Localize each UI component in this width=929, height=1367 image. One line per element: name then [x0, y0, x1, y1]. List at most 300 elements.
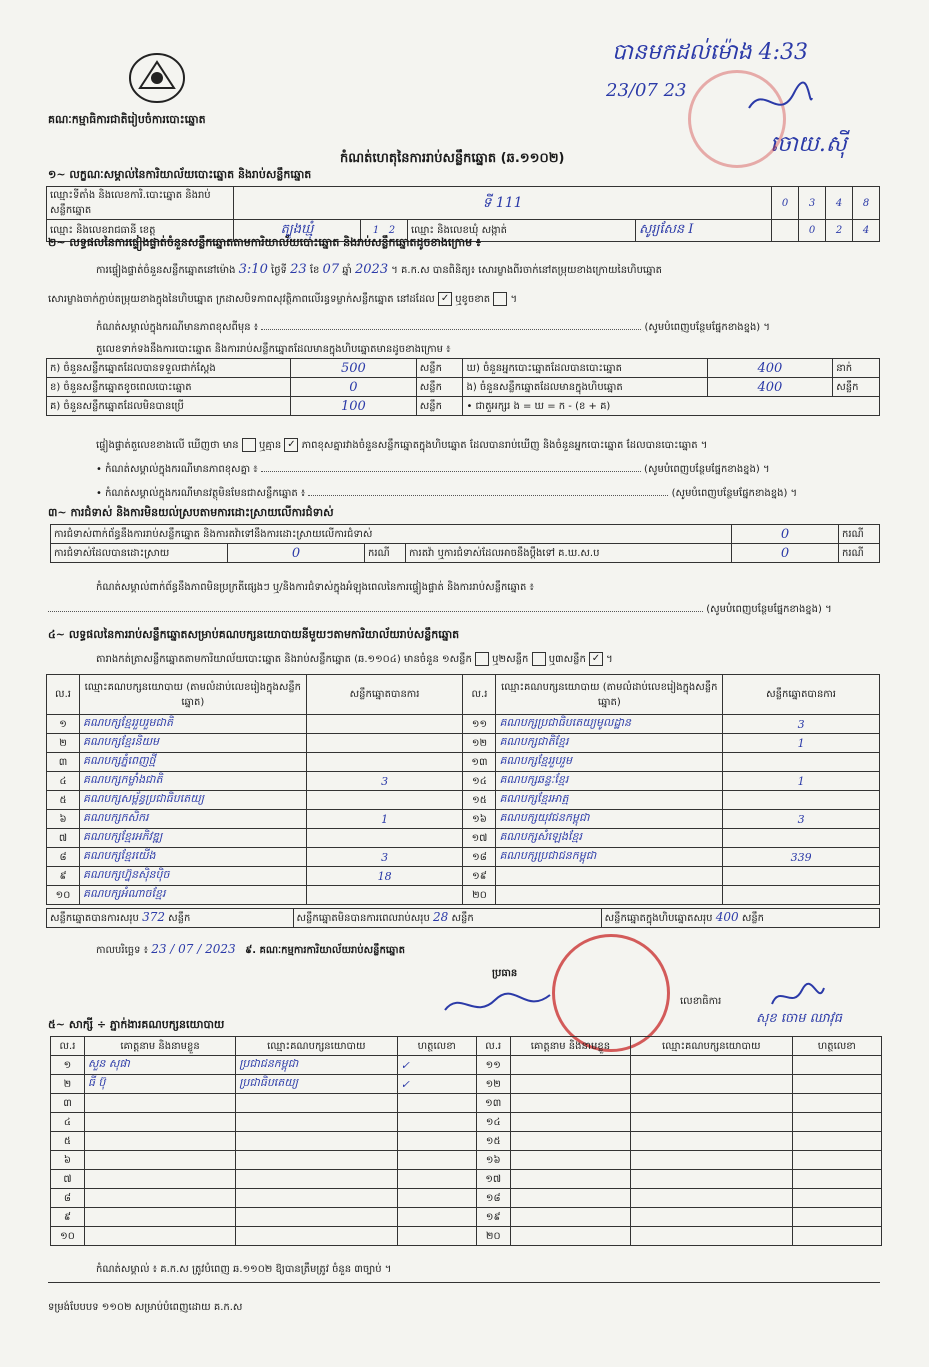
unit-label: នាក់	[833, 359, 880, 378]
province-label: ឈ្មោះ និងលេខរាជធានី ខេត្ត	[47, 220, 234, 242]
witness-name	[84, 1151, 235, 1170]
seal-text: សោរម្ខាងចាក់ភ្ជាប់តម្រុយខាងក្នុងនៃហិបឆ្នោត ក្រដាសបិទភាពសុវត្ថិភាពលើរន្ធទម្លាក់សន្លឹកឆ្នោត នៅដដែល	[48, 294, 435, 305]
witness-party: ប្រជាជនកម្ពុជា	[236, 1056, 397, 1075]
code-digit: 4	[826, 187, 853, 220]
party-name: គណបក្សខ្មែររួបរួម	[496, 753, 723, 772]
row-number: ១២	[463, 734, 496, 753]
witness-party	[236, 1132, 397, 1151]
row-number: ១៦	[463, 810, 496, 829]
bullet-foreign-label: • កំណត់សម្គាល់ក្នុងករណីមានវត្ថុមិនមែនជាសន្លឹកឆ្នោត ៖	[96, 488, 306, 499]
in-box-label: ង) ចំនួនសន្លឹកឆ្នោតដែលមានក្នុងហិបឆ្នោត	[463, 378, 707, 397]
witness-party	[631, 1189, 792, 1208]
witness-name	[84, 1170, 235, 1189]
party-name: គណបក្សហ្វ៊ុនស៊ិនប៉ិច	[79, 867, 306, 886]
witness-body	[51, 1056, 882, 1246]
total-valid-label: សន្លឹកឆ្នោតបានការសរុប	[50, 913, 139, 924]
irregularity-note: កំណត់សម្គាល់ពាក់ព័ន្ធនឹងភាពមិនប្រក្រតីផ្សេងៗ ឬ/និងការជំទាស់ក្នុងអំឡុងពេលនៃការផ្ទៀងផ្ទាត់ និងការរាប់សន្លឹកឆ្នោត ៖	[96, 582, 534, 593]
party-row	[47, 772, 880, 791]
in-box-value: 400	[707, 378, 833, 397]
province-digit: 2	[388, 225, 396, 236]
row-number: ១	[51, 1056, 85, 1075]
witness-party	[631, 1132, 792, 1151]
date-value: 23 / 07 / 2023	[151, 942, 236, 956]
resolved-label: ការជំទាស់ដែលបានដោះស្រាយ	[51, 544, 228, 563]
bullet-difference-field[interactable]	[261, 471, 641, 472]
resolved-value: 0	[228, 544, 365, 563]
compare-rest-text: ភាពខុសគ្នារវាងចំនួនសន្លឹកឆ្នោតក្នុងហិបឆ្នោត ដែលបានរាប់ឃើញ និងចំនួនអ្នកបោះឆ្នោត ដែលបានបោះឆ្នោត ។	[301, 440, 708, 451]
cases-label: ករណី	[839, 544, 880, 563]
row-number: ៦	[51, 1151, 85, 1170]
difference-note-line	[96, 320, 876, 335]
party-votes	[723, 867, 880, 886]
three-sheets-label: ឬ៣សន្លឹក	[548, 654, 586, 665]
seal-paragraph: សោរម្ខាងចាក់ភ្ជាប់តម្រុយខាងក្នុងនៃហិបឆ្នោត ក្រដាសបិទភាពសុវត្ថិភាពលើរន្ធទម្លាក់សន្លឹកឆ្នោត នៅដដែល ✓ ឬខូចខាត ។	[48, 293, 518, 305]
witness-party	[236, 1151, 397, 1170]
party-votes: 1	[723, 734, 880, 753]
witness-party	[631, 1227, 792, 1246]
spoiled-label: ខ) ចំនួនសន្លឹកឆ្នោតខូចពេលបោះឆ្នោត	[47, 378, 291, 397]
witness-signature	[792, 1113, 882, 1132]
witness-name	[510, 1132, 630, 1151]
party-votes: 3	[306, 848, 463, 867]
section3-title: ៣~ ការជំទាស់ និងការមិនយល់ស្របតាមការដោះស្រាយលើការជំទាស់	[48, 506, 334, 519]
witness-signature	[397, 1227, 476, 1246]
secretary-label: លេខាធិការ	[680, 996, 722, 1007]
cases-label: ករណី	[839, 525, 880, 544]
party-votes	[306, 886, 463, 905]
ballot-figures-table	[46, 358, 880, 416]
party-votes: 3	[723, 810, 880, 829]
party-name: គណបក្សខ្មែរនិយម	[79, 734, 306, 753]
witness-signature	[792, 1189, 882, 1208]
row-number: ៧	[47, 829, 80, 848]
bullet-foreign-field[interactable]	[308, 495, 668, 496]
two-sheets-checkbox[interactable]	[532, 652, 546, 666]
party-row	[47, 829, 880, 848]
row-number: ២	[47, 734, 80, 753]
witness-col-sign: ហត្ថលេខា	[792, 1037, 882, 1056]
witness-name	[510, 1189, 630, 1208]
total-box-label: សន្លឹកឆ្នោតក្នុងហិបឆ្នោតសរុប	[604, 913, 713, 924]
unit-label: សន្លឹក	[833, 378, 880, 397]
witness-signature	[397, 1208, 476, 1227]
no-difference-checkbox[interactable]: ✓	[284, 438, 298, 452]
party-name	[496, 886, 723, 905]
unit-label: សន្លឹក	[168, 913, 191, 924]
bullet-difference-label: • កំណត់សម្គាល់ក្នុងករណីមានភាពខុសគ្នា ៖	[96, 464, 258, 475]
code-digit: 4	[853, 220, 880, 242]
witness-signature	[792, 1208, 882, 1227]
witness-col-sign: ហត្ថលេខា	[397, 1037, 476, 1056]
witness-party	[631, 1151, 792, 1170]
party-votes	[723, 753, 880, 772]
party-results-body	[47, 715, 880, 905]
witness-name: ធី ប៊ុ	[84, 1075, 235, 1094]
footer-form-id: ទម្រង់បែបបទ ១១០២ សម្រាប់បំពេញដោយ គ.ក.ស	[48, 1302, 243, 1313]
received-label: ក) ចំនួនសន្លឹកឆ្នោតដែលបានទទួលជាក់ស្តែង	[47, 359, 291, 378]
intact-checkbox[interactable]: ✓	[438, 292, 452, 306]
verification-text: ។ គ.ក.ស បានពិនិត្យ៖ សោរម្ខាងពីរចាក់នៅតម្រុយខាងក្រោយនៃហិបឆ្នោត	[391, 265, 662, 276]
witness-party	[631, 1170, 792, 1189]
party-row	[47, 753, 880, 772]
party-name: គណបក្សខ្មែរអភិវឌ្ឍ	[79, 829, 306, 848]
party-votes	[306, 753, 463, 772]
row-number: ១៧	[476, 1170, 510, 1189]
code-digit	[772, 220, 799, 242]
witness-signature	[792, 1075, 882, 1094]
location-value: ទី 111	[234, 187, 772, 220]
row-number: ៩	[51, 1208, 85, 1227]
row-number: ១៧	[463, 829, 496, 848]
row-number: ១	[47, 715, 80, 734]
col-votes-header: សន្លឹកឆ្នោតបានការ	[723, 675, 880, 715]
code-digit: 2	[826, 220, 853, 242]
party-row	[47, 734, 880, 753]
date-label: កាលបរិច្ឆេទ ៖	[96, 945, 149, 956]
witness-signature	[397, 1151, 476, 1170]
location-label: ឈ្មោះទីតាំង និងលេខការិ.បោះឆ្នោត និងរាប់សន្លឹកឆ្នោត	[47, 187, 234, 220]
witness-signature	[397, 1170, 476, 1189]
row-number: ១៣	[476, 1094, 510, 1113]
col-votes-header: សន្លឹកឆ្នោតបានការ	[306, 675, 463, 715]
fill-back-note: (សូមបំពេញបន្ថែមផ្នែកខាងខ្នង) ។	[644, 464, 770, 475]
section1-title: ១~ លក្ខណៈសម្គាល់នៃការិយាល័យបោះឆ្នោត និងរាប់សន្លឹកឆ្នោត	[48, 168, 312, 181]
commune-value: សូរ្យសែន I	[636, 220, 772, 242]
witness-party	[631, 1208, 792, 1227]
party-name: គណបក្សខ្មែរអាត្ម	[496, 791, 723, 810]
witness-signature: ✓	[397, 1075, 476, 1094]
section4-title: ៤~ លទ្ធផលនៃការរាប់សន្លឹកឆ្នោតសម្រាប់គណបក្សនយោបាយនីមួយៗតាមការិយាល័យរាប់សន្លឹកឆ្នោត	[48, 628, 460, 641]
witness-col-name: គោត្តនាម និងនាមខ្លួន	[84, 1037, 235, 1056]
witness-name: សួន សុផា	[84, 1056, 235, 1075]
witness-signature	[792, 1151, 882, 1170]
witness-row	[51, 1113, 882, 1132]
witness-party	[236, 1208, 397, 1227]
party-votes	[306, 829, 463, 848]
code-digit: 0	[799, 220, 826, 242]
secretary-name: សុខ ចោម ឈាវុធ	[756, 1011, 843, 1026]
irregularity-note-line	[48, 602, 878, 617]
party-name: គណបក្សអំណាចខ្មែរ	[79, 886, 306, 905]
commune-label: ឈ្មោះ និងលេខឃុំ សង្កាត់	[408, 220, 636, 242]
row-number: ៧	[51, 1170, 85, 1189]
party-row	[47, 867, 880, 886]
row-number: ៥	[47, 791, 80, 810]
row-number: ៨	[51, 1189, 85, 1208]
row-number: ១១	[463, 715, 496, 734]
handwritten-receipt-date: 23/07 23	[606, 80, 687, 101]
party-name: គណបក្សកម្លាំងជាតិ	[79, 772, 306, 791]
verification-year: 2023	[355, 262, 389, 277]
party-results-table	[46, 674, 880, 905]
witness-row	[51, 1056, 882, 1075]
total-valid-value: 372	[142, 910, 165, 924]
unit-label: សន្លឹក	[451, 913, 474, 924]
unused-value: 100	[291, 397, 417, 416]
cases-label: ករណី	[365, 544, 406, 563]
witness-name	[84, 1094, 235, 1113]
code-digit: 0	[772, 187, 799, 220]
voters-value: 400	[707, 359, 833, 378]
col-party-header: ឈ្មោះគណបក្សនយោបាយ (តាមលំដាប់លេខរៀងក្នុងសន្លឹកឆ្នោត)	[79, 675, 306, 715]
unit-label: សន្លឹក	[416, 378, 463, 397]
row-number: ២០	[463, 886, 496, 905]
witness-name	[510, 1094, 630, 1113]
party-name: គណបក្សខ្មែរយើង	[79, 848, 306, 867]
party-name: គណបក្សប្រជាធិបតេយ្យមូលដ្ឋាន	[496, 715, 723, 734]
chair-signature	[440, 980, 560, 1034]
committee-label: ៩. គណៈកម្មការការិយាល័យរាប់សន្លឹកឆ្នោត	[245, 945, 405, 956]
emblem-icon	[126, 48, 188, 106]
party-name	[496, 867, 723, 886]
handwritten-arrival-time: បានមកដល់ម៉ោង 4:33	[612, 40, 809, 65]
fill-back-note: (សូមបំពេញបន្ថែមផ្នែកខាងខ្នង) ។	[706, 604, 832, 615]
party-name: គណបក្សកសិករ	[79, 810, 306, 829]
col-no-header: ល.រ	[47, 675, 80, 715]
witness-name	[84, 1227, 235, 1246]
official-seal	[552, 934, 670, 1052]
witness-signature	[792, 1094, 882, 1113]
totals-row	[293, 909, 601, 928]
witness-party	[236, 1227, 397, 1246]
witness-name	[510, 1151, 630, 1170]
three-sheets-checkbox[interactable]: ✓	[589, 652, 603, 666]
witness-col-no: ល.រ	[51, 1037, 85, 1056]
witness-signature	[397, 1094, 476, 1113]
compare-text: ផ្ទៀងផ្ទាត់តួលេខខាងលើ ឃើញថា មាន	[96, 440, 239, 451]
witness-party	[631, 1075, 792, 1094]
witness-name	[510, 1056, 630, 1075]
appeal-value: 0	[732, 544, 839, 563]
party-votes	[306, 715, 463, 734]
section5-title: ៥~ សាក្សី ÷ ភ្នាក់ងារគណបក្សនយោបាយ	[48, 1018, 225, 1031]
witness-signature	[792, 1170, 882, 1189]
objections-value: 0	[732, 525, 839, 544]
row-number: ១០	[47, 886, 80, 905]
receiver-signature	[744, 78, 814, 132]
witness-col-party: ឈ្មោះគណបក្សនយោបាយ	[631, 1037, 792, 1056]
bullet-difference-line	[96, 462, 876, 477]
row-number: ១៣	[463, 753, 496, 772]
party-votes	[306, 734, 463, 753]
party-name: គណបក្សខ្មែររួបរួមជាតិ	[79, 715, 306, 734]
objections-table	[50, 524, 880, 563]
party-name: គណបក្សឆន្ទៈខ្មែរ	[496, 772, 723, 791]
province-value: ត្បូងឃ្មុំ	[234, 220, 361, 242]
unused-label: គ) ចំនួនសន្លឹកឆ្នោតដែលមិនបានប្រើ	[47, 397, 291, 416]
witness-row	[51, 1075, 882, 1094]
one-sheet-checkbox[interactable]	[475, 652, 489, 666]
authority-name: គណៈកម្មាធិការជាតិរៀបចំការបោះឆ្នោត	[48, 113, 206, 126]
verification-paragraph	[96, 262, 876, 278]
row-number: ១៩	[476, 1208, 510, 1227]
row-number: ៣	[51, 1094, 85, 1113]
has-difference-checkbox[interactable]	[242, 438, 256, 452]
witness-name	[510, 1170, 630, 1189]
row-number: ៨	[47, 848, 80, 867]
formula-label: • ជាតួអក្សរ ង = ឃ = ក - (ខ + គ)	[463, 397, 880, 416]
verification-time: 3:10	[238, 262, 268, 277]
row-number: ២០	[476, 1227, 510, 1246]
party-name: គណបក្សជាតិខ្មែរ	[496, 734, 723, 753]
party-votes: 3	[306, 772, 463, 791]
witness-party	[631, 1094, 792, 1113]
row-number: ៥	[51, 1132, 85, 1151]
witness-row	[51, 1094, 882, 1113]
footer-note: កំណត់សម្គាល់ ៖ គ.ក.ស ត្រូវបំពេញ ឆ.១១០២ ឱ្យបានត្រឹមត្រូវ ចំនួន ៣ច្បាប់ ។	[96, 1264, 392, 1275]
party-votes: 1	[306, 810, 463, 829]
fill-back-note: (សូមបំពេញបន្ថែមផ្នែកខាងខ្នង) ។	[644, 322, 770, 333]
party-votes: 18	[306, 867, 463, 886]
row-number: ៣	[47, 753, 80, 772]
fill-back-note: (សូមបំពេញបន្ថែមផ្នែកខាងខ្នង) ។	[671, 488, 798, 499]
objections-label: ការជំទាស់ពាក់ព័ន្ធនឹងការរាប់សន្លឹកឆ្នោត និងការតវ៉ាទៅនឹងការដោះស្រាយលើការជំទាស់	[51, 525, 732, 544]
witness-party: ប្រជាធិបតេយ្យ	[236, 1075, 397, 1094]
row-number: ៩	[47, 867, 80, 886]
two-sheets-label: ឬ២សន្លឹក	[492, 654, 529, 665]
footer-divider	[48, 1282, 880, 1283]
party-name: គណបក្សសម្ព័ន្ធប្រជាធិបតេយ្យ	[79, 791, 306, 810]
verification-intro: ការផ្ទៀងផ្ទាត់ចំនួនសន្លឹកឆ្នោតនៅម៉ោង	[96, 265, 236, 276]
witness-name	[84, 1132, 235, 1151]
damaged-label: ឬខូចខាត	[455, 294, 491, 305]
witness-col-party: ឈ្មោះគណបក្សនយោបាយ	[236, 1037, 397, 1056]
witness-party	[236, 1113, 397, 1132]
row-number: ៦	[47, 810, 80, 829]
party-name: គណបក្សភ្នំពេញថ្មី	[79, 753, 306, 772]
difference-note-field[interactable]	[261, 329, 641, 330]
appeal-label: ការតវ៉ា ឬការជំទាស់ដែលអាចនឹងប្តឹងទៅ គ.ឃ.ស.ប	[406, 544, 732, 563]
total-box-value: 400	[715, 910, 739, 924]
party-votes	[306, 791, 463, 810]
row-number: ១២	[476, 1075, 510, 1094]
party-row	[47, 848, 880, 867]
code-digit: 8	[853, 187, 880, 220]
totals-row	[47, 909, 294, 928]
party-votes	[723, 791, 880, 810]
witness-signature	[397, 1132, 476, 1151]
spoiled-value: 0	[291, 378, 417, 397]
row-number: ២	[51, 1075, 85, 1094]
witness-row	[51, 1170, 882, 1189]
row-number: ១៤	[476, 1113, 510, 1132]
col-no-header: ល.រ	[463, 675, 496, 715]
unit-label: សន្លឹក	[416, 359, 463, 378]
totals-table	[46, 908, 880, 928]
province-digit: 1	[372, 225, 380, 236]
row-number: ១៩	[463, 867, 496, 886]
day-label: ថ្ងៃទី	[271, 265, 287, 276]
received-value: 500	[291, 359, 417, 378]
witness-signature	[397, 1113, 476, 1132]
party-votes	[723, 886, 880, 905]
witness-row	[51, 1132, 882, 1151]
row-number: ១៥	[476, 1132, 510, 1151]
witness-row	[51, 1227, 882, 1246]
totals-row	[601, 909, 879, 928]
verification-day: 23	[290, 262, 307, 277]
unit-label: សន្លឹក	[741, 913, 765, 924]
witness-party	[236, 1094, 397, 1113]
year-label: ឆ្នាំ	[342, 265, 352, 276]
section2-title: ២~ លទ្ធផលនៃការផ្ទៀងផ្ទាត់ចំនួនសន្លឹកឆ្នោតតាមការិយាល័យបោះឆ្នោត និងរាប់សន្លឹកឆ្នោតដូចខាងក្រោម ៖	[48, 236, 481, 249]
chair-label: ប្រធាន	[492, 968, 518, 979]
tally-sheet-intro: តារាងកត់ត្រាសន្លឹកឆ្នោតតាមការិយាល័យបោះឆ្នោត និងរាប់សន្លឹកឆ្នោត (ឆ.១១០៤) មានចំនួន ១សន្លឹក	[96, 654, 472, 665]
witness-table	[50, 1036, 882, 1246]
code-digit: 3	[799, 187, 826, 220]
row-number: ១០	[51, 1227, 85, 1246]
witness-col-no: ល.រ	[476, 1037, 510, 1056]
no-difference-label: ឬគ្មាន	[259, 440, 282, 451]
party-row	[47, 791, 880, 810]
witness-name	[510, 1208, 630, 1227]
party-name: គណបក្សយុវជនកម្ពុជា	[496, 810, 723, 829]
month-label: ខែ	[309, 265, 320, 276]
figures-intro: តួលេខទាក់ទងនឹងការបោះឆ្នោត និងការរាប់សន្លឹកឆ្នោតដែលមានក្នុងហិបឆ្នោតមានដូចខាងក្រោម ៖	[96, 344, 451, 355]
witness-row	[51, 1208, 882, 1227]
row-number: ១១	[476, 1056, 510, 1075]
witness-name	[84, 1189, 235, 1208]
irregularity-note-field[interactable]	[48, 611, 703, 612]
witness-signature: ✓	[397, 1056, 476, 1075]
section1-table	[46, 186, 880, 242]
party-name: គណបក្សប្រជាជនកម្ពុជា	[496, 848, 723, 867]
bullet-foreign-line	[96, 486, 876, 501]
party-votes	[723, 829, 880, 848]
witness-party	[236, 1189, 397, 1208]
unit-label: សន្លឹក	[416, 397, 463, 416]
row-number: ១៨	[463, 848, 496, 867]
form-title: កំណត់ហេតុនៃការរាប់សន្លឹកឆ្នោត (ឆ.១១០២)	[340, 151, 565, 166]
witness-signature	[792, 1227, 882, 1246]
party-row	[47, 886, 880, 905]
difference-note-label: កំណត់សម្គាល់ក្នុងករណីមានភាពខុសពីមុន ៖	[96, 322, 259, 333]
row-number: ១៨	[476, 1189, 510, 1208]
date-line	[96, 942, 405, 958]
witness-row	[51, 1189, 882, 1208]
row-number: ១៦	[476, 1151, 510, 1170]
witness-signature	[397, 1189, 476, 1208]
damaged-checkbox[interactable]	[493, 292, 507, 306]
handwritten-receiver: ចោយ.ស៊ី	[770, 132, 847, 157]
party-votes: 339	[723, 848, 880, 867]
verification-month: 07	[322, 262, 340, 277]
secretary-signature	[768, 980, 828, 1018]
witness-name	[510, 1075, 630, 1094]
witness-name	[510, 1227, 630, 1246]
witness-name	[84, 1208, 235, 1227]
voters-label: ឃ) ចំនួនអ្នកបោះឆ្នោតដែលបានបោះឆ្នោត	[463, 359, 707, 378]
tally-sheet-line: តារាងកត់ត្រាសន្លឹកឆ្នោតតាមការិយាល័យបោះឆ្នោត និងរាប់សន្លឹកឆ្នោត (ឆ.១១០៤) មានចំនួន ១សន្លឹក ឬ២សន្លឹក ឬ៣សន្លឹក ✓ ។	[96, 653, 613, 665]
compare-line	[96, 438, 876, 453]
row-number: ១៥	[463, 791, 496, 810]
col-party-header: ឈ្មោះគណបក្សនយោបាយ (តាមលំដាប់លេខរៀងក្នុងសន្លឹកឆ្នោត)	[496, 675, 723, 715]
witness-row	[51, 1151, 882, 1170]
row-number: ៤	[51, 1113, 85, 1132]
row-number: ១៤	[463, 772, 496, 791]
witness-name	[84, 1113, 235, 1132]
witness-signature	[792, 1132, 882, 1151]
party-votes: 1	[723, 772, 880, 791]
row-number: ៤	[47, 772, 80, 791]
witness-party	[631, 1113, 792, 1132]
witness-signature	[792, 1056, 882, 1075]
witness-name	[510, 1113, 630, 1132]
party-votes: 3	[723, 715, 880, 734]
party-row	[47, 810, 880, 829]
party-name: គណបក្សសំឡេងខ្មែរ	[496, 829, 723, 848]
witness-party	[236, 1170, 397, 1189]
